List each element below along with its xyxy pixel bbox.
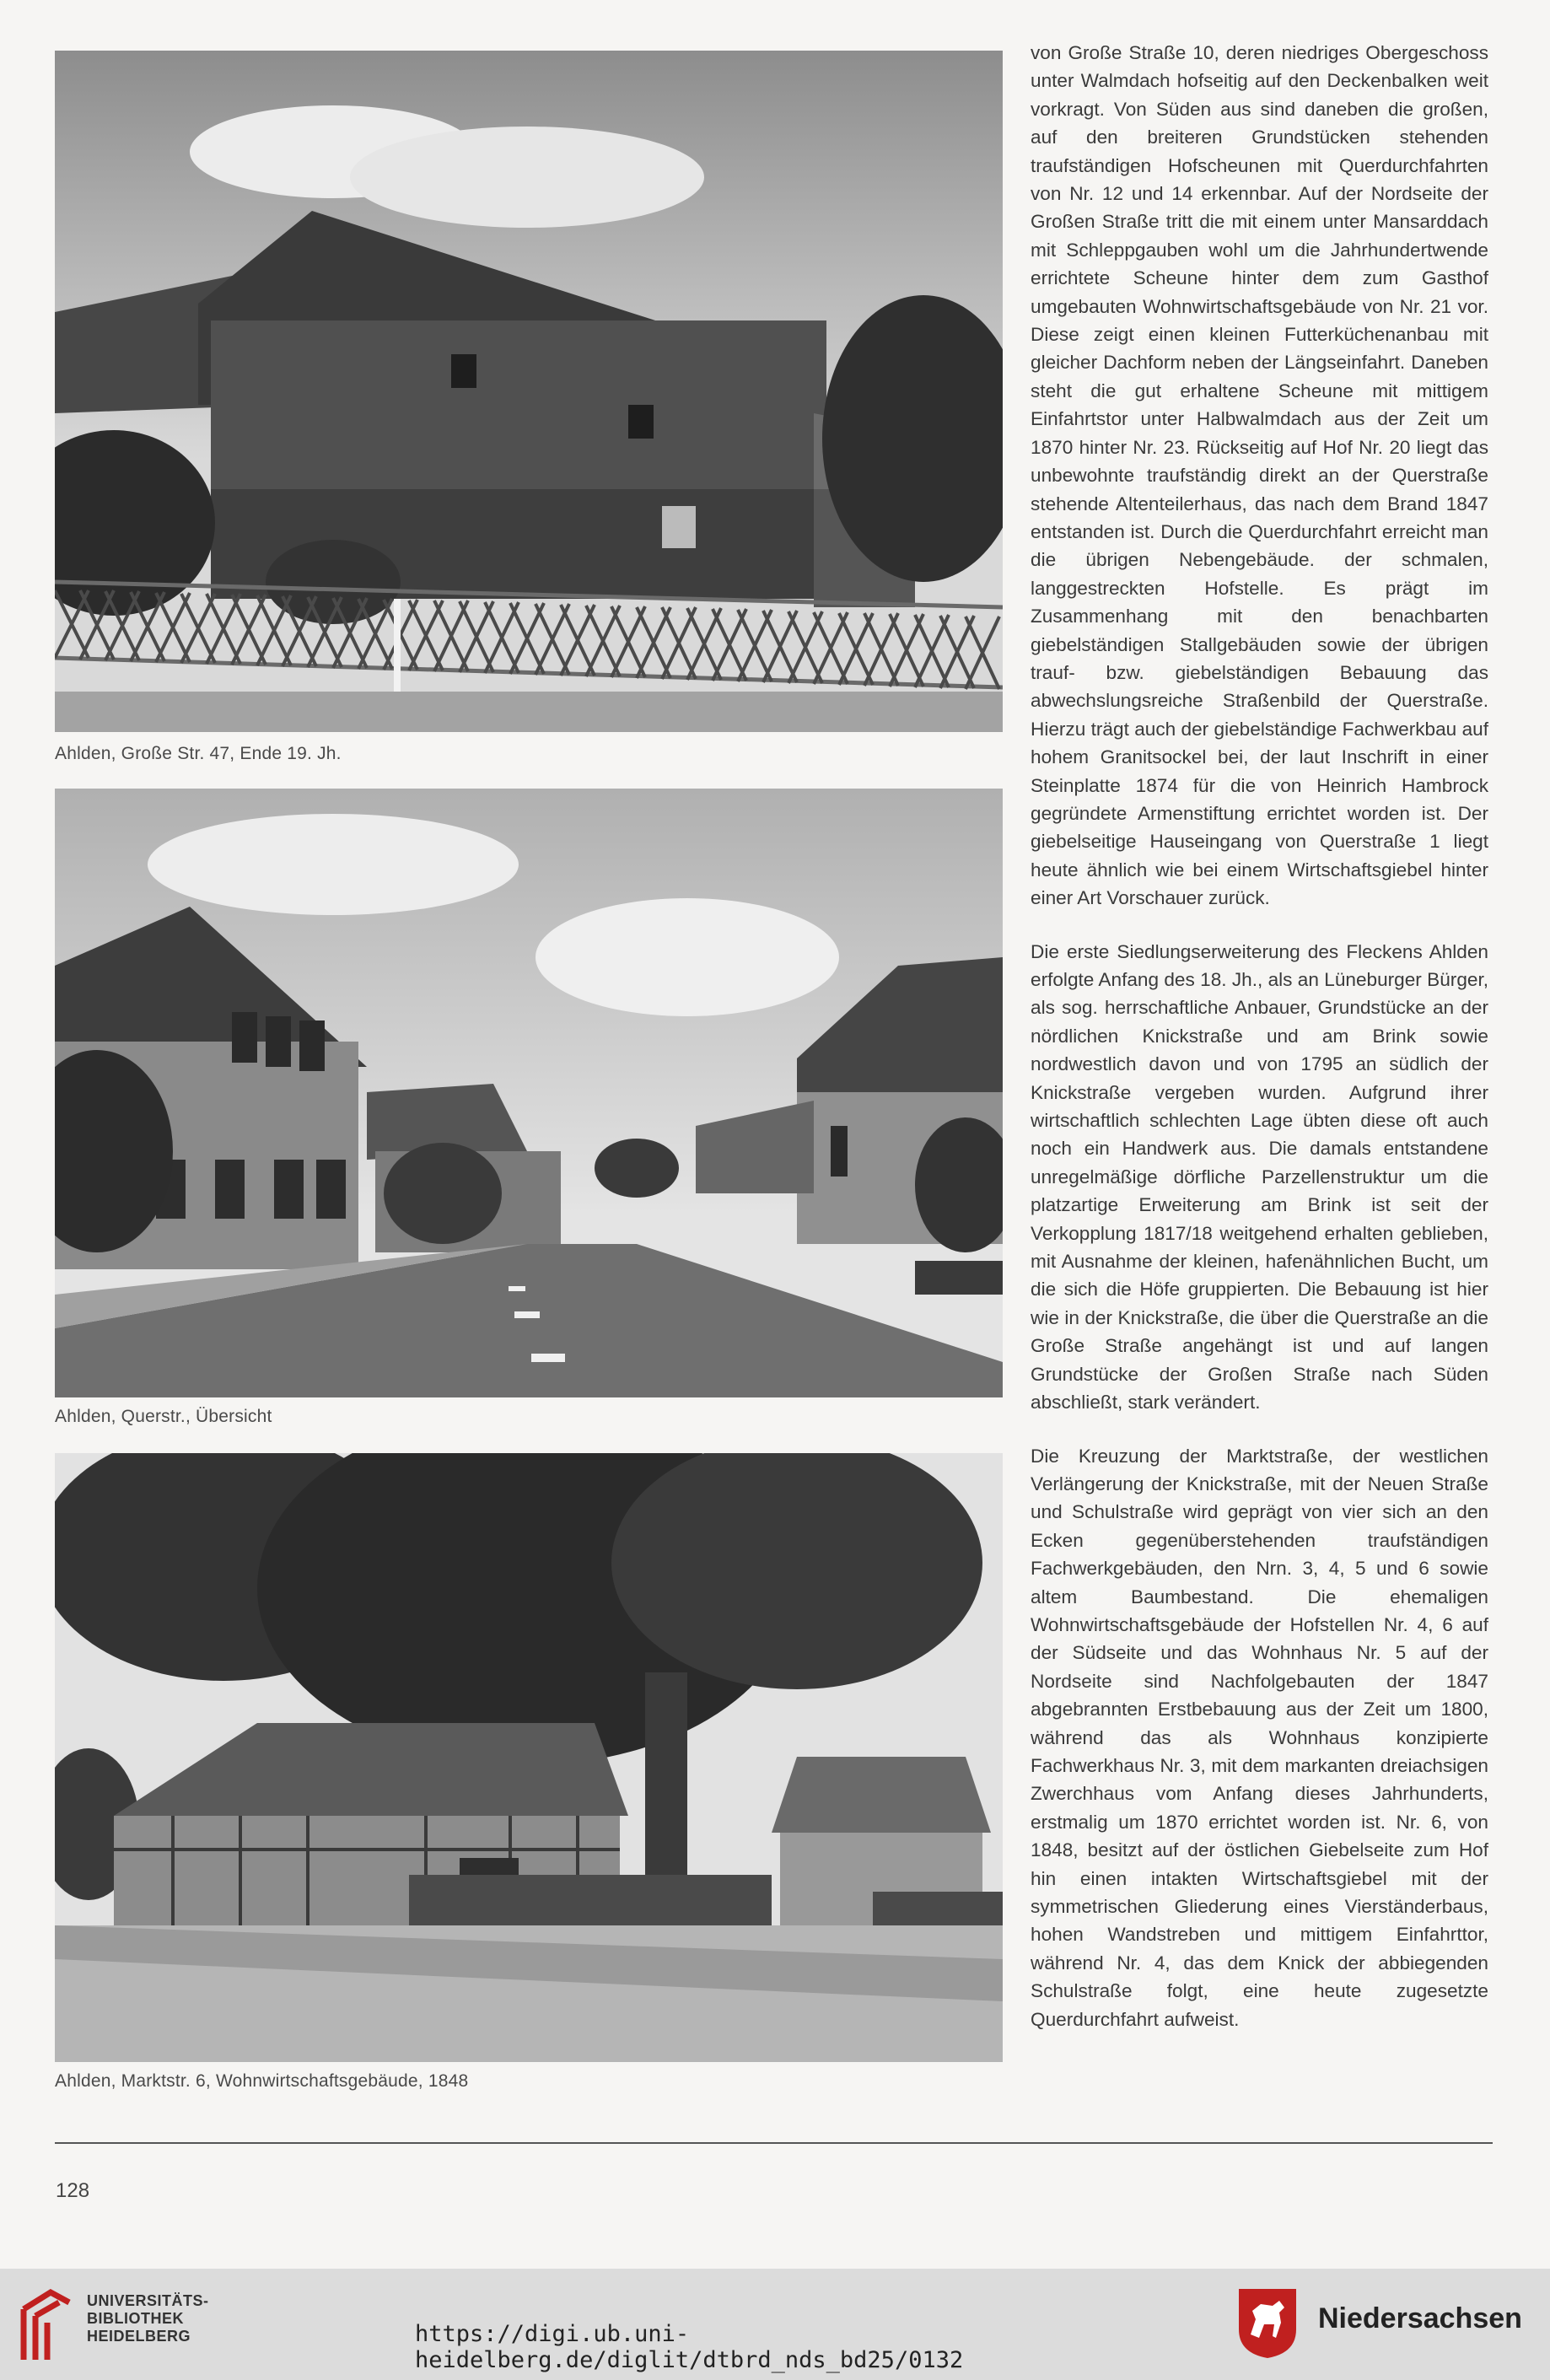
niedersachsen-horse-icon [1235,2286,1300,2360]
digitization-url[interactable]: https://digi.ub.uni-heidelberg.de/diglit/dtbrd_nds_bd25/0132 [415,2321,964,2373]
photo-grosse-str-47 [55,51,1003,732]
photo-caption: Ahlden, Große Str. 47, Ende 19. Jh. [55,744,342,763]
photo-marktstr-6 [55,1453,1003,2062]
library-name-line: HEIDELBERG [87,2328,191,2345]
library-name [87,2292,256,2345]
body-paragraph: Die erste Siedlungserweiterung des Fleckens Ahlden erfolgte Anfang des 18. Jh., als an Lüneburger Bürger, als sog. herrschaftliche Anbauer, Grundstücke an der nördlichen Knickstraße und am Brink sowie nordwestlich davon und von 1795 an südlich der Knickstraße vergeben wurden. Aufgrund ihrer wirtschaftlich schlechten Lage übten diese oft auch noch ein Handwerk aus. Die damals entstandene unregelmäßige dörfliche Parzellenstruktur um die platzartige Erweiterung am Brink ist seit der Verkopplung 1817/18 weitgehend erhalten geblieben, mit Ausnahme der kleinen, hafenähnlichen Bucht, um die sich die Höfe gruppierten. Die Bebauung ist hier wie in der Knickstraße, die über die Querstraße an die Große Straße angehängt ist und auf langen Grundstücke der Großen Straße nach Süden abschließt, stark verändert. [1031,940,1488,1413]
sponsor-name: Niedersachsen [1318,2302,1522,2334]
body-paragraph: von Große Straße 10, deren niedriges Obergeschoss unter Walmdach hofseitig auf den Deckenbalken weit vorkragt. Von Süden aus sind daneben die großen, auf den breiteren Grundstücken stehenden traufständigen Hofscheunen mit Querdurchfahrten von Nr. 12 und 14 erkennbar. Auf der Nordseite der Großen Straße tritt die mit einem unter Mansarddach mit Schleppgauben wohl um die Jahrhundertwende errichtete Scheune hinter dem zum Gasthof umgebauten Wohnwirtschaftsgebäude von Nr. 21 vor. Diese zeigt einen kleinen Futterküchenanbau mit gleicher Dachform neben der Längseinfahrt. Daneben steht die gut erhaltene Scheune mit mittigem Einfahrtstor unter Halbwalmdach aus der Zeit um 1870 hinter Nr. 23. Rückseitig auf Hof Nr. 20 liegt das unbewohnte traufständig direkt an der Querstraße stehende Altenteilerhaus, das nach dem Brand 1847 entstanden ist. Durch die Querdurchfahrt erreicht man die übrigen Nebengebäude. der schmalen, langgestreckten Hofstelle. Es prägt im Zusammenhang mit den benachbarten giebelständigen Stallgebäuden sowie der übrigen trauf- bzw. giebelständigen Bebauung das abwechslungsreiche Straßenbild der Querstraße. Hierzu trägt auch der giebelständige Fachwerkbau auf hohem Granitsockel bei, der laut Inschrift in einer Steinplatte 1874 für die von Heinrich Hambrock gegründete Armenstiftung errichtet worden ist. Der giebelseitige Hauseingang von Querstraße 1 liegt heute ähnlich wie bei einem Wirtschaftsgiebel hinter einer Art Vorschauer zurück. [1031,42,1488,909]
page-number: 128 [56,2179,90,2202]
footer-rule [55,2142,1493,2144]
ub-heidelberg-logo-icon [17,2284,76,2365]
photo-caption: Ahlden, Marktstr. 6, Wohnwirtschaftsgebäude, 1848 [55,2071,469,2091]
body-text-column [1031,39,1488,2059]
body-paragraph: Die Kreuzung der Marktstraße, der westlichen Verlängerung der Knickstraße, mit der Neuen Straße und Schulstraße wird geprägt von vier sich an den Ecken gegenüberstehenden traufständigen Fachwerkgebäuden, den Nrn. 3, 4, 5 und 6 sowie altem Baumbestand. Die ehemaligen Wohnwirtschaftsgebäude der Hofstellen Nr. 4, 6 auf der Südseite und das Wohnhaus Nr. 5 auf der Nordseite sind Nachfolgebauten der 1847 abgebrannten Erstbebauung aus der Zeit um 1800, während das als Wohnhaus konzipierte Fachwerkhaus Nr. 3, mit dem markanten dreiachsigen Zwerchhaus vom Anfang dieses Jahrhunderts, erstmalig um 1870 errichtet worden ist. Nr. 6, von 1848, besitzt auf der östlichen Giebelseite zum Hof hin einen intakten Wirtschaftsgiebel mit der symmetrischen Gliederung eines Vierständerbaus, hohen Wandstreben und mittigem Einfahrttor, während Nr. 4, das dem Knick der abbiegenden Schulstraße folgt, eine heute zugesetzte Querdurchfahrt aufweist. [1031,1445,1488,2030]
photo-querstr-uebersicht [55,789,1003,1397]
library-name-line: BIBLIOTHEK [87,2310,184,2327]
photo-caption: Ahlden, Querstr., Übersicht [55,1407,272,1426]
library-name-line: UNIVERSITÄTS- [87,2292,209,2309]
